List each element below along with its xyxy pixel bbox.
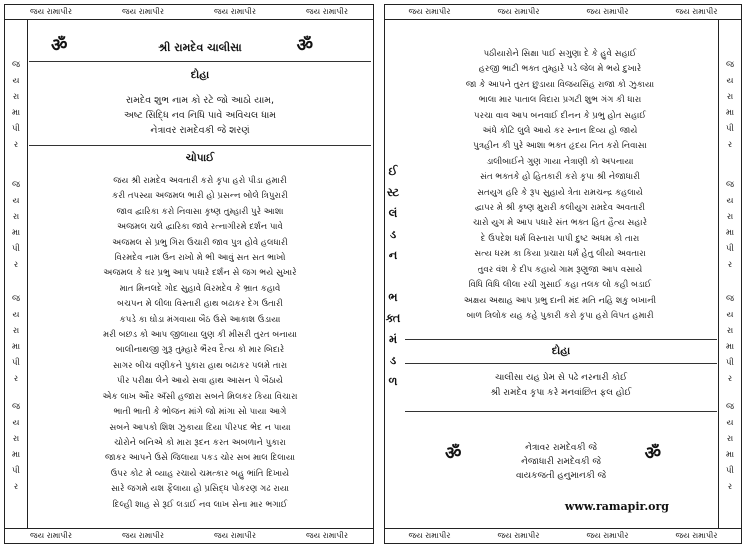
bottom-strip-left — [5, 528, 373, 543]
side-char: રા — [12, 92, 20, 102]
verse-line: દિલ્હી શાહ સે રૂઈ લડાઈ નવ લાખ સેના માર ભગાઈ — [112, 499, 288, 510]
om-icon: ॐ — [644, 443, 661, 464]
verse-line: વિરમદેવ નામ ઉન રાખો મે ભી આવું સત સત ભાખો — [114, 253, 286, 264]
side-char: ય — [726, 418, 734, 428]
side-char: જ — [11, 180, 21, 190]
strip-label: જય રામાપીર — [408, 7, 451, 16]
side-char: જ — [11, 60, 21, 70]
vertical-char: ન — [388, 248, 398, 262]
verse-line: જાવ દ્વારિકા કરો નિવાસા કૃષ્ણ તુમ્હારી પુરે આશા — [116, 206, 284, 217]
vertical-char: ભ — [388, 290, 398, 304]
side-char: જ — [11, 402, 21, 412]
divider — [29, 61, 371, 62]
side-strip-group — [5, 57, 27, 153]
strip-label: જય રામાપીર — [408, 531, 451, 540]
side-strip-group — [5, 291, 27, 387]
divider — [29, 145, 371, 146]
side-char: જ — [725, 402, 735, 412]
side-char: મા — [11, 342, 21, 352]
strip-label: જય રામાપીર — [214, 531, 256, 540]
verse-line: એક લાખ ઔર અઁસી હજારા સબને મિલકર કિયા વિચારા — [102, 391, 298, 402]
vertical-char: ઈ — [388, 164, 398, 178]
vertical-char: સ્ટ — [386, 185, 400, 199]
verse-line: બાળ ત્રિલોક યહ કહે પુકારી કરો કૃપા હરો વિપત હમારી — [466, 310, 654, 321]
side-char: પી — [726, 124, 734, 134]
side-char: ય — [12, 196, 20, 206]
doha-verse — [29, 93, 371, 138]
side-char: જ — [725, 180, 735, 190]
verse-line: કરી તપસ્યા અજમલ ભારી હો પ્રસન્ન બોલે ત્રિપુરારી — [112, 191, 288, 202]
verse-line: ભાલા માર પાતાલ વિદારા પ્રગટી શુભ ગંગ કી ધારા — [478, 95, 642, 106]
left-page — [4, 4, 374, 544]
side-char: મા — [11, 228, 21, 238]
salutation-line: વાયકજતી હનુમાનકી જે — [515, 471, 607, 481]
left-side-strip — [5, 19, 28, 529]
side-char: પી — [12, 358, 20, 368]
strip-label: જય રામાપીર — [30, 531, 72, 540]
chaupai-verses — [407, 47, 713, 324]
side-char: ય — [726, 310, 734, 320]
verse-line: અક્ષય અથાહ આપ પ્રભુ દાની મંદ મતિ નહિ શકુ બખાની — [463, 295, 657, 306]
verse-line: દે ઉપદેશ ધર્મ વિસ્તારા પાપી દુષ્ટ અધમ કો તારા — [480, 233, 640, 244]
side-char: રા — [12, 212, 20, 222]
side-char: જ — [725, 60, 735, 70]
salutation-line: નેત્રાવર રામદેવકી જે — [525, 443, 597, 453]
divider — [405, 363, 717, 364]
strip-label: જય રામાપીર — [214, 7, 256, 16]
verse-line: તુવર વંશ કે દીપ કહાયે ગામ રૂણુજા આપ વસાયે — [477, 264, 643, 275]
side-strip-group — [719, 177, 741, 273]
doha-heading: દોહા — [190, 69, 210, 81]
verse-line: સત્ય ધરમ કા કિયા પ્રચારા ધર્મ હેતુ લીયો અવતારા — [474, 249, 646, 260]
chaupai-verses — [33, 174, 367, 513]
side-char: ર — [13, 260, 19, 270]
side-char: ર — [13, 374, 19, 384]
verse-line: કપડે કા ઘોડા મંગવાયા બૈઠ ઉસે આકાશ ઉડાયા — [119, 314, 281, 325]
verse-line: જય શ્રી રામદેવ અવતારી કરો કૃપા હરો પીડા હમારી — [113, 176, 287, 186]
side-char: રા — [12, 434, 20, 444]
strip-label: જય રામાપીર — [497, 7, 540, 16]
side-char: મા — [11, 450, 21, 460]
side-char: પી — [12, 466, 20, 476]
verse-line: અંધે કોટિ લુલે આયે કર સ્નાન દિવ્ય હો જાયે — [482, 126, 638, 137]
vertical-char: ડ — [389, 353, 397, 367]
verse-line: અજમલ સે પ્રભુ ગિરા ઉચારી જાવ પુત્ર હોવે હલધારી — [112, 237, 288, 248]
doha-line: શ્રી રામદેવ કૃપા કરે મનવાંછિત ફલ હોઈ — [490, 388, 632, 398]
strip-label: જય રામાપીર — [497, 531, 540, 540]
top-strip-left — [5, 5, 373, 20]
side-char: જ — [725, 294, 735, 304]
doha-line: રામદેવ શુભ નામ કો રટે જો આઠો યામ, — [125, 95, 275, 106]
side-strip-group — [5, 177, 27, 273]
verse-line: સબને આપકો શિશ ઝુકાયા દિયા પીરપદ ભેદ ન પાયા — [109, 422, 291, 433]
verse-line: મરી બછડ કો આપ જીલાયા લુણ કી મીસરી તુરત બનાયા — [103, 330, 297, 341]
verse-line: હરજી ભાટી ભક્ત તુમ્હારે પડે જેલ મે ભયે દુખારે — [478, 64, 642, 75]
right-side-strip — [718, 19, 741, 529]
side-strip-group — [719, 291, 741, 387]
side-char: મા — [11, 108, 21, 118]
verse-line: દ્વાપર મે શ્રી કૃષ્ણ મુરારી કલીયુગ રામદેવ અવતારી — [475, 203, 645, 214]
vertical-char: મં — [388, 332, 398, 346]
side-char: ય — [726, 196, 734, 206]
verse-line: પુત્રહીન કી પુરે આશા ભક્ત હૃદય નિત કરો નિવાસા — [473, 141, 647, 152]
side-char: ય — [12, 76, 20, 86]
page-title: શ્રી રામદેવ ચાલીસા — [158, 41, 242, 54]
verse-line: વિધિ વિધિ લીલા રચી ગુસાઈ કહા તલક લો કહી બડાઈ — [468, 280, 652, 291]
strip-label: જય રામાપીર — [586, 531, 629, 540]
verse-line: ચોરોને બનિએ કો મારા રૂદન કરત અબળાને પુકારા — [114, 437, 286, 448]
verse-line: સારે જગમે યશ ફૈલાયા હો પ્રસિદ્ધ પોકરણ ગઢ રાયા — [110, 484, 290, 495]
verse-line: સતયુગ હરિ કે રૂપ સુહાયે ત્રેતા રામચન્દ્ર કહલાયે — [477, 187, 643, 198]
strip-label: જય રામાપીર — [675, 7, 718, 16]
chaupai-heading: ચોપાઈ — [185, 152, 215, 164]
side-char: પી — [12, 244, 20, 254]
verse-line: પરચા વાવ આપ બનવાઈ દીનન કે પ્રભુ હોત સહાઈ — [474, 110, 646, 121]
side-strip-group — [719, 57, 741, 153]
strip-label: જય રામાપીર — [306, 7, 348, 16]
side-char: મા — [725, 228, 735, 238]
left-content — [29, 21, 371, 527]
strip-label: જય રામાપીર — [675, 531, 718, 540]
side-char: રા — [726, 212, 734, 222]
side-char: ય — [12, 418, 20, 428]
vertical-char: લં — [388, 206, 398, 220]
strip-label: જય રામાપીર — [586, 7, 629, 16]
side-char: ર — [727, 374, 733, 384]
salutations — [405, 441, 717, 483]
verse-line: અજમલ ચલે દ્વારિકા જાવે રત્નાગીરમે દર્શન પાવે — [117, 222, 283, 233]
om-icon: ॐ — [51, 35, 68, 56]
verse-line: માત મિનલદે ગોદ સુહાવે વિરમદેવ કે ભ્રાત કહાવે — [119, 283, 281, 294]
strip-label: જય રામાપીર — [122, 7, 164, 16]
side-strip-group — [5, 399, 27, 495]
doha-heading: દોહા — [551, 345, 571, 357]
verse-line: પીર પરીક્ષા લેને આયે સવા હાથ આસન પે બૈઠાયે — [116, 376, 284, 387]
vertical-title — [383, 161, 403, 392]
verse-line: સાગર બીચ વણીકને પુકારા હાથ બઢાકર પલમે તારા — [112, 360, 288, 371]
side-char: મા — [725, 108, 735, 118]
salutation-line: નેજાધારી રામદેવકી જે — [521, 457, 601, 467]
right-page — [384, 4, 742, 544]
strip-label: જય રામાપીર — [306, 531, 348, 540]
vertical-char: ક્ત — [385, 311, 401, 325]
verse-line: સંત ભક્તકે હો હિતકારી કરો કૃપા શ્રી નેજાધારી — [480, 172, 640, 183]
verse-line: અજમલ કે ઘર પ્રભુ આપ પધારે દર્શન સે જગ ભયે સુખારે — [103, 268, 297, 279]
doha-verse — [405, 371, 717, 401]
vertical-char — [391, 266, 395, 287]
verse-line: જાકર આપને ઉસે જિલાયા પકડ ચોર સબ માલ દિલાયા — [104, 453, 296, 464]
side-char: રા — [726, 326, 734, 336]
strip-label: જય રામાપીર — [122, 531, 164, 540]
top-strip-right — [385, 5, 741, 20]
om-icon: ॐ — [296, 35, 313, 56]
right-content — [387, 21, 717, 527]
divider — [405, 339, 717, 340]
doha-line: અષ્ટ સિદ્ધિ નવ નિધિ પાવે અવિચલ ધામ — [124, 110, 276, 121]
side-char: ર — [727, 482, 733, 492]
verse-line: બાલીનાથજી ગુરૂ તુમ્હારે ભૈરવ દૈત્ય કો માર બિદારે — [115, 345, 285, 356]
strip-label: જય રામાપીર — [30, 7, 72, 16]
verse-line: બચપન મે લીલા વિસ્તારી હાથ બઢાકર દેગ ઉતારી — [117, 299, 283, 310]
verse-line: ભાતી ભાતી કે ભોજન માંગે જો માંગા સો પાયા આગે — [113, 407, 287, 418]
side-char: જ — [11, 294, 21, 304]
side-char: મા — [725, 342, 735, 352]
doha-line: નેત્રાવર રામદેવકી જે શરણં — [150, 125, 250, 136]
doha-line: ચાલીસા યહ પ્રેમ સે પઢે નરનારી કોઈ — [494, 373, 628, 383]
side-char: ર — [13, 482, 19, 492]
vertical-char: ળ — [388, 374, 398, 388]
verse-line: પઠીયારોને સિક્ષા પાઈ સગુણા દે કે હુવે સહાઈ — [483, 49, 637, 59]
side-char: રા — [12, 326, 20, 336]
side-char: પી — [726, 244, 734, 254]
bottom-strip-right — [385, 528, 741, 543]
verse-line: ડાલીબાઈને ગુણ ગાયા નેત્રાણી કો અપનાયા — [486, 156, 634, 167]
side-strip-group — [719, 399, 741, 495]
side-char: પી — [12, 124, 20, 134]
side-char: ર — [727, 260, 733, 270]
verse-line: ઉપર કોટ મે વ્યાહ રચાયે ચમત્કાર બહુ ભાંતિ દિખાયે — [110, 468, 290, 479]
om-icon: ॐ — [445, 443, 462, 464]
side-char: મા — [725, 450, 735, 460]
verse-line: ચારો યુગ મે આપ પધારે સંત ભક્ત હિત હૈત્ય સહારે — [472, 218, 648, 229]
divider — [405, 411, 717, 412]
website-url: www.ramapir.org — [564, 500, 669, 513]
side-char: ય — [726, 76, 734, 86]
side-char: ય — [12, 310, 20, 320]
vertical-char: ડ — [389, 227, 397, 241]
side-char: પી — [726, 466, 734, 476]
side-char: રા — [726, 92, 734, 102]
side-char: રા — [726, 434, 734, 444]
verse-line: જા કે આપને તુરત છુડાયા વિજયસિંહ રાજા કો ઝુકાયા — [465, 79, 655, 90]
side-char: ર — [727, 140, 733, 150]
side-char: ર — [13, 140, 19, 150]
side-char: પી — [726, 358, 734, 368]
